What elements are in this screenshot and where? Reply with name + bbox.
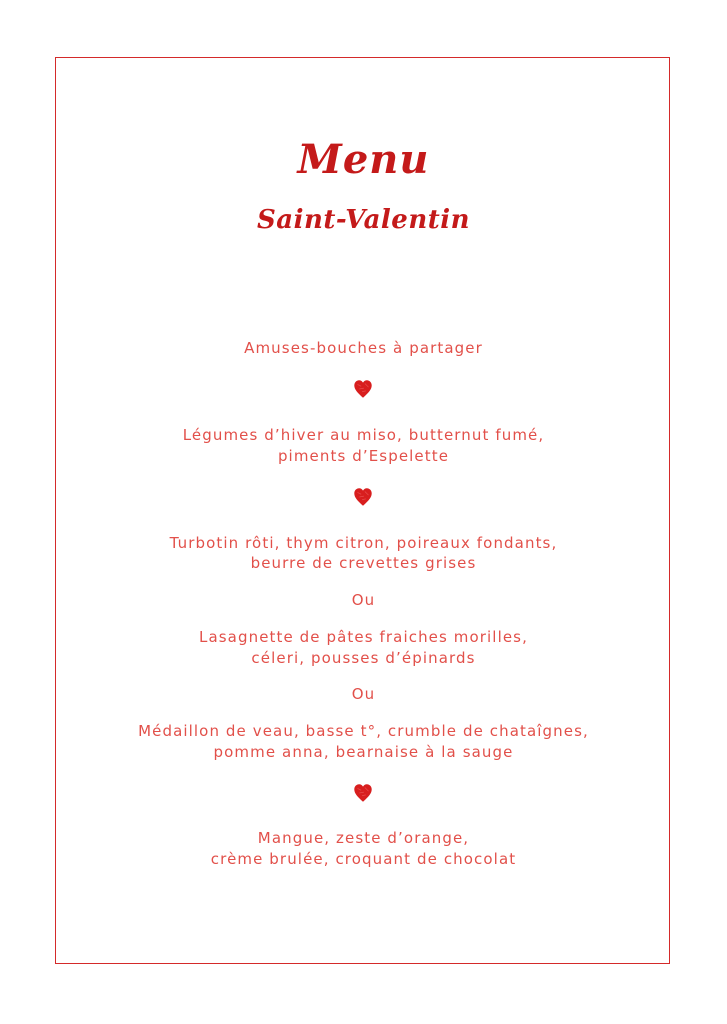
or-separator-1: Ou [351, 591, 376, 609]
course-dessert-line-2: crème brulée, croquant de chocolat [210, 850, 517, 868]
heart-icon [352, 378, 374, 400]
heart-icon [352, 782, 374, 804]
menu-title: Menu [297, 136, 430, 183]
course-starter: Amuses-bouches à partager [244, 339, 483, 357]
course-main-3-line-2: pomme anna, bearnaise à la sauge [213, 743, 514, 761]
course-main-3-line-1: Médaillon de veau, basse t°, crumble de chataîgnes, [138, 722, 589, 740]
course-dessert-line-1: Mangue, zeste d’orange, [257, 829, 470, 847]
course-entree-line-1: Légumes d’hiver au miso, butternut fumé, [182, 426, 545, 444]
course-main-1-line-2: beurre de crevettes grises [250, 554, 477, 572]
course-main-2-line-1: Lasagnette de pâtes fraiches morilles, [199, 628, 528, 646]
or-separator-2: Ou [351, 685, 376, 703]
menu-subtitle: Saint-Valentin [256, 205, 471, 235]
course-main-1-line-1: Turbotin rôti, thym citron, poireaux fondants, [169, 534, 558, 552]
course-entree-line-2: piments d’Espelette [277, 447, 450, 465]
heart-icon [352, 486, 374, 508]
course-main-2-line-2: céleri, pousses d’épinards [251, 649, 476, 667]
